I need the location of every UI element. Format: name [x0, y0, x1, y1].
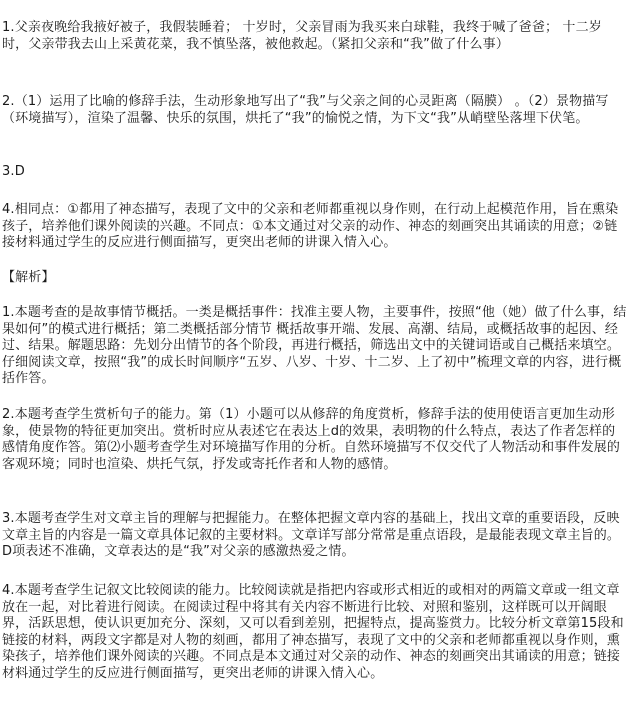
- answer-4: 4.相同点：①都用了神态描写，表现了文中的父亲和老师都重视以身作则，在行动上起模范作用，旨在熏染孩子，培养他们课外阅读的兴趣。不同点：①本文通过对父亲的动作、神态的刻画突出其诵读的用意；②链接材料通过学生的反应进行侧面描写，更突出老师的讲课入情入心。: [2, 202, 619, 250]
- explanation-1: 1.本题考查的是故事情节概括。一类是概括事件：找准主要人物，主要事件，按照“他（她）做了什么事，结果如何”的模式进行概括；第二类概括部分情节 概括故事开端、发展、高潮、结局，或概括故事的起因、经过、结果。解题思路：先划分出情节的各个阶段，再进行概括，筛选出文中的关键词语或自己概括来填空。仔细阅读文章，按照“我”的成长时间顺序“五岁、八岁、十岁、十二岁、上了初中”梳理文章的内容，进行概括作答。: [2, 305, 627, 386]
- answer-1: 1.父亲夜晚给我掖好被子，我假装睡着； 十岁时，父亲冒雨为我买来白球鞋，我终于喊了爸爸； 十二岁时，父亲带我去山上采黄花菜，我不慎坠落，被他救起。（紧扣父亲和“我”做了什么事）: [2, 20, 602, 52]
- explanation-3: 3.本题考查学生对文章主旨的理解与把握能力。在整体把握文章内容的基础上，找出文章的重要语段，反映文章主旨的内容是一篇文章具体记叙的主要材料。文章详写部分常常是重点语段，是最能表现文章主旨的。D项表述不准确，文章表达的是“我”对父亲的感激热爱之情。: [2, 511, 621, 559]
- explanation-2: 2.本题考查学生赏析句子的能力。第（1）小题可以从修辞的角度赏析，修辞手法的使用使语言更加生动形象，使景物的特征更加突出。赏析时应从表述它在表达上d的效果，表明物的什么特点，表达了作者怎样的感情角度作答。第⑵小题考查学生对环境描写作用的分析。自然环境描写不仅交代了人物活动和事件发展的客观环境；同时也渲染、烘托气氛，抒发或寄托作者和人物的感情。: [2, 407, 621, 472]
- analysis-heading: 【解析】: [2, 270, 55, 285]
- answer-3: 3.D: [2, 164, 25, 179]
- explanation-4: 4.本题考查学生记叙文比较阅读的能力。比较阅读就是指把内容或形式相近的或相对的两篇文章或一组文章放在一起，对比着进行阅读。在阅读过程中将其有关内容不断进行比较、对照和鉴别，这样既可以开阔眼界，活跃思想，使认识更加充分、深刻，又可以看到差别，把握特点，提高鉴赏力。比较分析文章第15段和链接的材料，两段文字都是对人物的刻画，都用了神态描写，表现了文中的父亲和老师都重视以身作则，熏染孩子，培养他们课外阅读的兴趣。不同点是本文通过对父亲的动作、神态的刻画突出其诵读的用意；链接材料通过学生的反应进行侧面描写，更突出老师的讲课入情入心。: [2, 583, 624, 681]
- answer-2: 2.（1）运用了比喻的修辞手法，生动形象地写出了“我”与父亲之间的心灵距离（隔膜） 。（2）景物描写（环境描写），渲染了温馨、快乐的氛围，烘托了“我”的愉悦之情，为下文“我”从峭壁坠落埋下伏笔。: [2, 94, 609, 126]
